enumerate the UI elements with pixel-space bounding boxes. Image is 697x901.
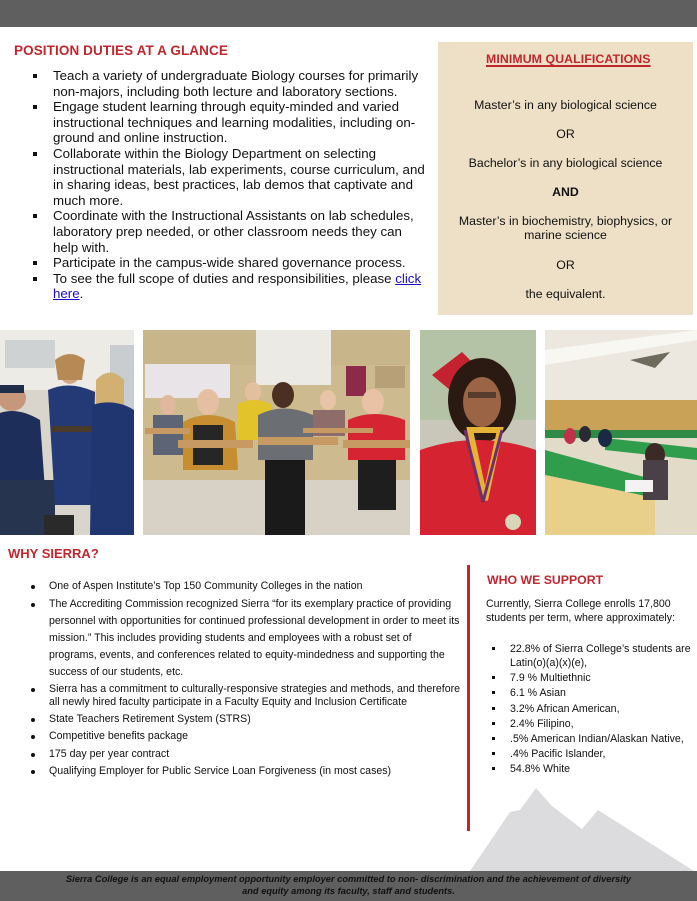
who-we-support-divider [467,565,470,831]
square-bullet-icon [33,214,37,218]
click-here-link[interactable]: click here [53,270,422,302]
qualification-or: OR [556,258,575,272]
bullet-icon [31,585,35,589]
footer-line-2: and equity among its faculty, staff and students. [242,886,455,896]
square-bullet-icon [33,105,37,109]
why-sierra-item: State Teachers Retirement System (STRS) [30,711,460,728]
square-bullet-icon [492,676,495,679]
demographic-item: 2.4% Filipino, [492,717,692,731]
demographic-item: 54.8% White [492,762,692,776]
why-sierra-item: The Accrediting Commission recognized Sierra “for its exemplary practice of providing personnel with opportunities for continued professional development in order to meet its mission.” This includes providing students and employees with a robust set of programs, events, and conferences related to equity-mindedness and supporting the success of our students, etc. [30,596,460,681]
eeo-footer [0,871,697,901]
square-bullet-icon [492,722,495,725]
who-we-support-heading: WHO WE SUPPORT [487,573,604,587]
duty-item: To see the full scope of duties and responsibilities, please click here. [30,271,430,302]
bullet-icon [31,688,35,692]
square-bullet-icon [33,74,37,78]
why-sierra-item: One of Aspen Institute’s Top 150 Community Colleges in the nation [30,578,460,595]
square-bullet-icon [33,277,37,281]
bullet-icon [31,603,35,607]
who-we-support-intro: Currently, Sierra College enrolls 17,800 students per term, where approximately: [486,598,676,624]
qualification-and: AND [552,185,579,199]
qualification-line: the equivalent. [525,287,606,301]
duty-item: Teach a variety of undergraduate Biology courses for primarily non-majors, including both lecture and laboratory sections. [30,68,430,99]
demographic-item: 3.2% African American, [492,702,692,716]
footer-line-1: Sierra College is an equal employment opportunity employer committed to non- discrimination and the achievement of diversity [65,874,632,884]
why-sierra-item: Competitive benefits package [30,728,460,745]
bullet-icon [31,735,35,739]
header-bar [0,0,697,27]
position-duties-heading: POSITION DUTIES AT A GLANCE [14,43,228,58]
qualification-line: Master’s in biochemistry, biophysics, or marine science [458,214,673,242]
qualification-or: OR [556,127,575,141]
demographic-item: .5% American Indian/Alaskan Native, [492,732,692,746]
qualification-line: Master’s in any biological science [474,98,657,112]
square-bullet-icon [492,707,495,710]
square-bullet-icon [492,737,495,740]
bullet-icon [31,753,35,757]
square-bullet-icon [492,691,495,694]
demographic-item: .4% Pacific Islander, [492,747,692,761]
demographic-item: 6.1 % Asian [492,686,692,700]
bullet-icon [31,770,35,774]
bullet-icon [31,718,35,722]
square-bullet-icon [33,152,37,156]
photo-graduate [420,330,536,535]
square-bullet-icon [492,752,495,755]
why-sierra-item: Sierra has a commitment to culturally-responsive strategies and methods, and therefore all newly hired faculty participate in a Faculty Equity and Inclusion Certificate [30,683,460,709]
demographic-item: 22.8% of Sierra College’s students are Latin(o)(a)(x)(e), [492,642,692,670]
minimum-qualifications-box [438,42,693,315]
photo-emt-students [0,330,134,535]
photo-classroom-students [143,330,410,535]
qualification-line: Bachelor’s in any biological science [468,156,663,170]
duty-item: Engage student learning through equity-minded and varied instructional techniques and learning modalities, including on-ground and online instruction. [30,99,430,146]
photo-biology-lab [545,330,697,535]
duty-item: Collaborate within the Biology Department on selecting instructional materials, lab experiments, course curriculum, and in sharing ideas, best practices, lab demos that captivate and much more. [30,146,430,208]
demographic-item: 7.9 % Multiethnic [492,671,692,685]
minimum-qualifications-heading: MINIMUM QUALIFICATIONS [486,52,651,66]
why-sierra-heading: WHY SIERRA? [8,546,99,561]
square-bullet-icon [492,647,495,650]
position-duties-list [30,68,430,302]
why-sierra-item: Qualifying Employer for Public Service Loan Forgiveness (in most cases) [30,763,460,780]
why-sierra-item: 175 day per year contract [30,746,460,763]
duty-item: Participate in the campus-wide shared governance process. [30,255,430,271]
duty-item: Coordinate with the Instructional Assistants on lab schedules, laboratory prep needed, or other classroom needs they can help with. [30,208,430,255]
square-bullet-icon [33,261,37,265]
why-sierra-list [30,578,460,781]
square-bullet-icon [492,767,495,770]
demographics-list [492,642,692,778]
